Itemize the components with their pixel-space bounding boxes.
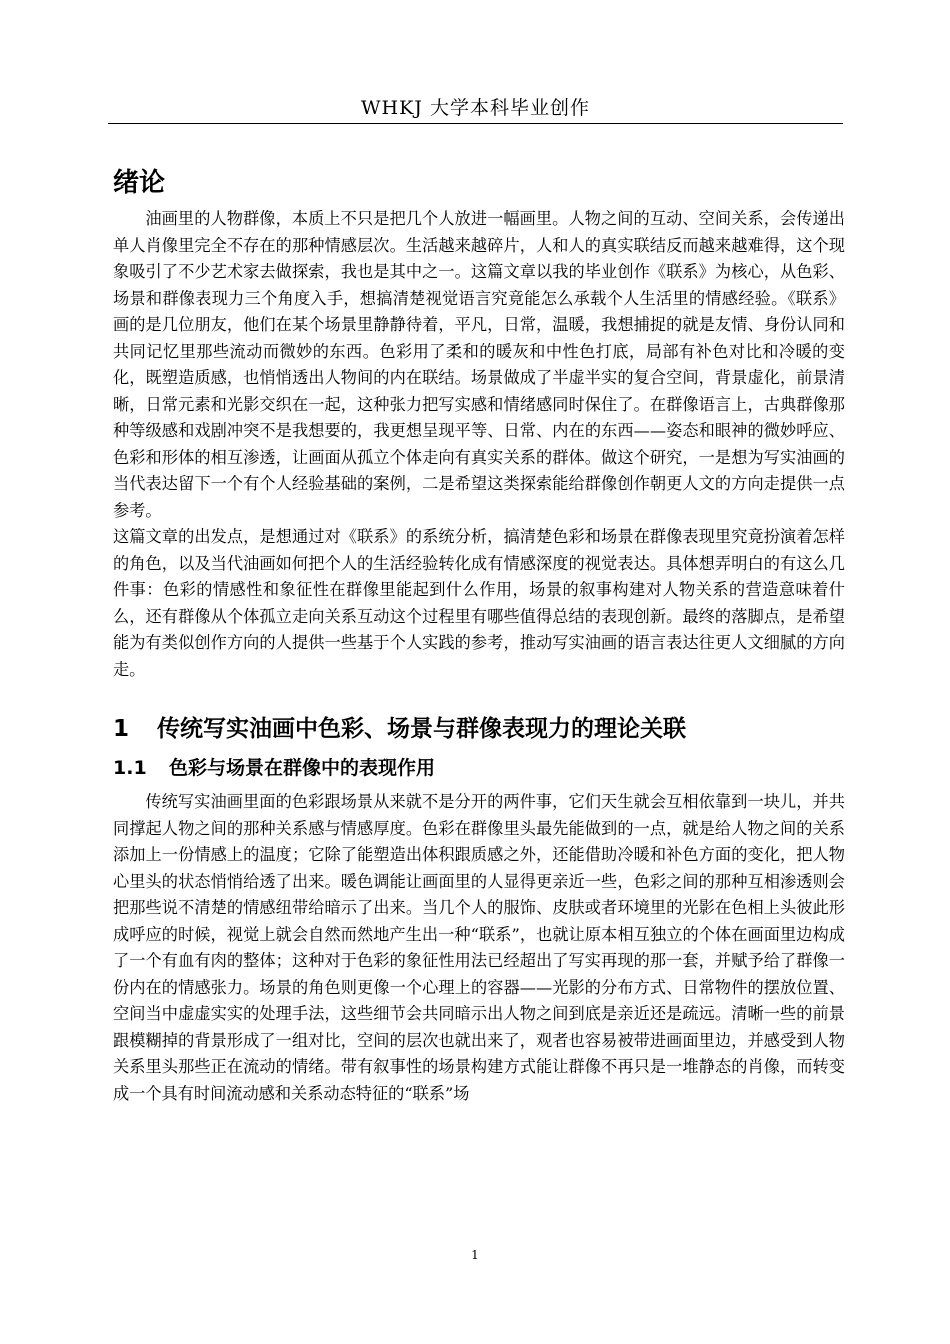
page-body xyxy=(113,163,845,1107)
section-number: 1.1 xyxy=(113,757,147,779)
chapter-number: 1 xyxy=(113,716,130,742)
section-paragraph: 传统写实油画里面的色彩跟场景从来就不是分开的两件事，它们天生就会互相依靠到一块儿，并共同撑起人物之间的那种关系感与情感厚度。色彩在群像里头最先能做到的一点，就是给人物之间的关系添加上一份情感上的温度；它除了能塑造出体积跟质感之外，还能借助冷暖和补色方面的变化，把人物心里头的状态悄悄给透了出来。暖色调能让画面里的人显得更亲近一些，色彩之间的那种互相渗透则会把那些说不清楚的情感纽带给暗示了出来。当几个人的服饰、皮肤或者环境里的光影在色相上头彼此形成呼应的时候，视觉上就会自然而然地产生出一种“联系”，也就让原本相互独立的个体在画面里边构成了一个有血有肉的整体；这种对于色彩的象征性用法已经超出了写实再现的那一套，并赋予给了群像一份内在的情感张力。场景的角色则更像一个心理上的容器——光影的分布方式、日常物件的摆放位置、空间当中虚虚实实的处理手法，这些细节会共同暗示出人物之间到底是亲近还是疏远。清晰一些的前景跟模糊掉的背景形成了一组对比，空间的层次也就出来了，观者也容易被带进画面里边，并感受到人物关系里头那些正在流动的情绪。带有叙事性的场景构建方式能让群像不再只是一堆静态的肖像，而转变成一个具有时间流动感和关系动态特征的“联系”场 xyxy=(113,792,845,1103)
page-number: 1 xyxy=(471,1248,479,1262)
introduction-paragraph-1: 油画里的人物群像，本质上不只是把几个人放进一幅画里。人物之间的互动、空间关系，会传递出单人肖像里完全不存在的那种情感层次。生活越来越碎片，人和人的真实联结反而越来越难得，这个现象吸引了不少艺术家去做探索，我也是其中之一。这篇文章以我的毕业创作《联系》为核心，从色彩、场景和群像表现力三个角度入手，想搞清楚视觉语言究竟能怎么承载个人生活里的情感经验。《联系》画的是几位朋友，他们在某个场景里静静待着，平凡，日常，温暖，我想捕捉的就是友情、身份认同和共同记忆里那些流动而微妙的东西。色彩用了柔和的暖灰和中性色打底，局部有补色对比和冷暖的变化，既塑造质感，也悄悄透出人物间的内在联结。场景做成了半虚半实的复合空间，背景虚化，前景清晰，日常元素和光影交织在一起，这种张力把写实感和情绪感同时保住了。在群像语言上，古典群像那种等级感和戏剧冲突不是我想要的，我更想呈现平等、日常、内在的东西——姿态和眼神的微妙呼应、色彩和形体的相互渗透，让画面从孤立个体走向有真实关系的群体。做这个研究，一是想为写实油画的当代表达留下一个有个人经验基础的案例，二是希望这类探索能给群像创作朝更人文的方向走提供一点参考。 xyxy=(113,209,845,520)
page-header: WHKJ 大学本科毕业创作 xyxy=(361,97,590,119)
section-title: 色彩与场景在群像中的表现作用 xyxy=(169,757,436,779)
section-heading xyxy=(113,753,845,783)
introduction-heading: 绪论 xyxy=(113,168,166,198)
chapter-heading xyxy=(113,709,845,749)
chapter-title: 传统写实油画中色彩、场景与群像表现力的理论关联 xyxy=(157,716,686,742)
header-rule xyxy=(108,123,843,124)
introduction-paragraph-2: 这篇文章的出发点，是想通过对《联系》的系统分析，搞清楚色彩和场景在群像表现里究竟扮演着怎样的角色，以及当代油画如何把个人的生活经验转化成有情感深度的视觉表达。具体想弄明白的有这么几件事：色彩的情感性和象征性在群像里能起到什么作用，场景的叙事构建对人物关系的营造意味着什么，还有群像从个体孤立走向关系互动这个过程里有哪些值得总结的表现创新。最终的落脚点，是希望能为有类似创作方向的人提供一些基于个人实践的参考，推动写实油画的语言表达往更人文细腻的方向走。 xyxy=(113,527,845,679)
